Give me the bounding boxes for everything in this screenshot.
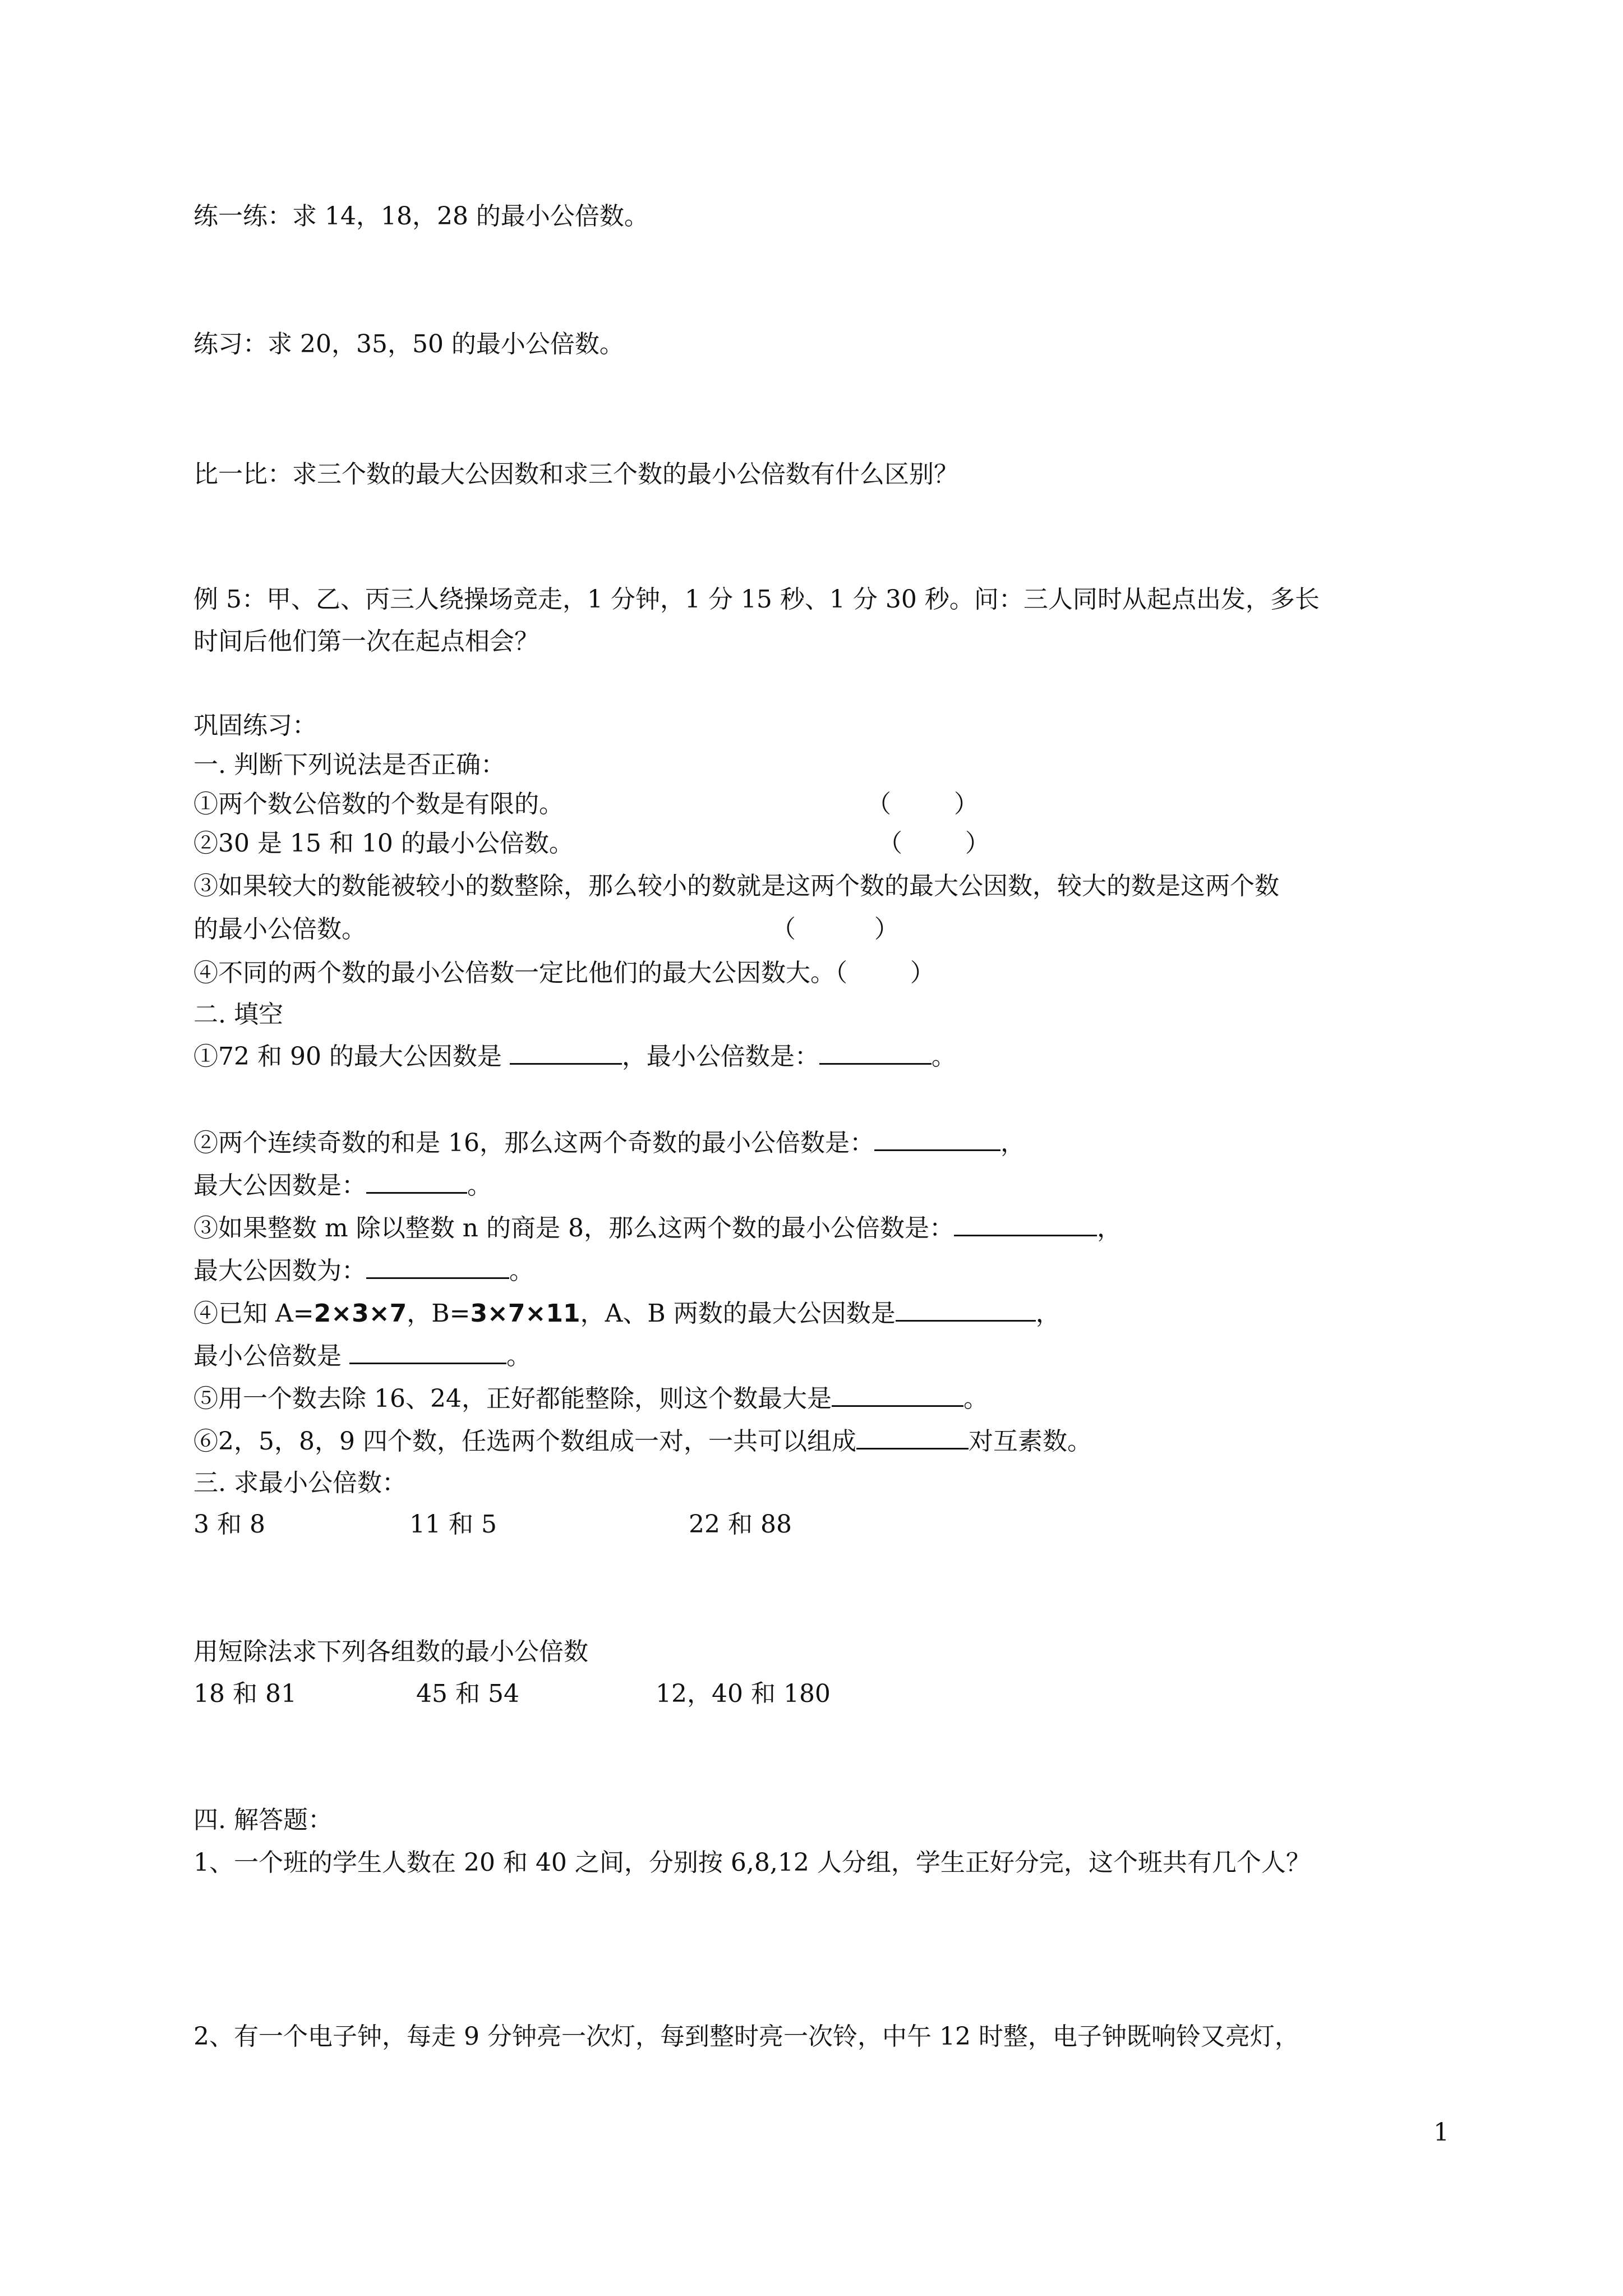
fill-q3-line1: ③如果整数 m 除以整数 n 的商是 8，那么这两个数的最小公倍数是： ， (193, 1212, 1122, 1245)
section-1-title: 一. 判断下列说法是否正确： (193, 751, 505, 779)
judge-q3-line1: ③如果较大的数能被较小的数整除，那么较小的数就是这两个数的最大公因数，较大的数是这两个数 (193, 872, 1279, 900)
answer-blank[interactable] (819, 1041, 932, 1065)
practice-2: 练习：求 20，35，50 的最小公倍数。 (193, 330, 624, 358)
answer-blank[interactable] (896, 1297, 1036, 1322)
lcm-item-1: 3 和 8 (193, 1510, 265, 1539)
judge-q2: ②30 是 15 和 10 的最小公倍数。 (193, 829, 574, 858)
fill-q5: ⑤用一个数去除 16、24，正好都能整除，则这个数最大是 。 (193, 1382, 988, 1416)
answer-blank[interactable] (856, 1425, 969, 1450)
answer-blank[interactable] (954, 1212, 1097, 1236)
fill-q2-line1: ②两个连续奇数的和是 16，那么这两个奇数的最小公倍数是： ， (193, 1126, 1025, 1160)
fill-q2-line2: 最大公因数是： 。 (193, 1169, 492, 1203)
short-division-item-3: 12，40 和 180 (656, 1680, 831, 1708)
compare-question: 比一比：求三个数的最大公因数和求三个数的最小公倍数有什么区别？ (193, 460, 958, 489)
problem-1: 1、一个班的学生人数在 20 和 40 之间，分别按 6,8,12 人分组，学生正好分完，这个班共有几个人？ (193, 1848, 1311, 1877)
lcm-item-2: 11 和 5 (409, 1510, 497, 1539)
short-division-item-1: 18 和 81 (193, 1680, 297, 1708)
answer-blank[interactable] (349, 1340, 506, 1364)
judge-q3-paren: （ ） (771, 915, 899, 944)
answer-blank[interactable] (510, 1041, 622, 1065)
section-4-title: 四. 解答题： (193, 1806, 333, 1834)
section-2-title: 二. 填空 (193, 1000, 283, 1029)
lcm-item-3: 22 和 88 (689, 1510, 792, 1539)
fill-q1: ①72 和 90 的最大公因数是 ，最小公倍数是： 。 (193, 1040, 956, 1074)
page-number: 1 (1433, 2118, 1449, 2147)
short-division-instruction: 用短除法求下列各组数的最小公倍数 (193, 1637, 588, 1666)
short-division-item-2: 45 和 54 (416, 1680, 519, 1708)
section-3-title: 三. 求最小公倍数： (193, 1469, 407, 1497)
fill-q3-line2: 最大公因数为： 。 (193, 1254, 534, 1288)
example-5-line1: 例 5：甲、乙、丙三人绕操场竞走，1 分钟，1 分 15 秒、1 分 30 秒。问：三人同时从起点出发，多长 (193, 585, 1320, 614)
judge-q3-line2: 的最小公倍数。 (193, 915, 366, 944)
answer-blank[interactable] (366, 1170, 467, 1194)
answer-blank[interactable] (366, 1255, 509, 1279)
consolidate-heading: 巩固练习： (193, 711, 317, 740)
fill-q4-line1: ④已知 A=2×3×7，B=3×7×11，A、B 两数的最大公因数是 ， (193, 1297, 1061, 1331)
problem-2: 2、有一个电子钟，每走 9 分钟亮一次灯，每到整时亮一次铃，中午 12 时整，电子钟既响铃又亮灯， (193, 2022, 1299, 2051)
judge-q1-paren: （ ） (866, 790, 979, 818)
answer-blank[interactable] (832, 1383, 963, 1407)
judge-q2-paren: （ ） (878, 829, 990, 858)
judge-q1: ①两个数公倍数的个数是有限的。 (193, 790, 564, 818)
fill-q6: ⑥2，5，8，9 四个数，任选两个数组成一对，一共可以组成 对互素数。 (193, 1425, 1092, 1458)
answer-blank[interactable] (874, 1127, 1000, 1151)
practice-1: 练一练：求 14，18，28 的最小公倍数。 (193, 202, 649, 231)
example-5-line2: 时间后他们第一次在起点相会？ (193, 627, 539, 656)
fill-q4-line2: 最小公倍数是 。 (193, 1340, 531, 1373)
judge-q4: ④不同的两个数的最小公倍数一定比他们的最大公因数大。（ ） (193, 959, 935, 987)
